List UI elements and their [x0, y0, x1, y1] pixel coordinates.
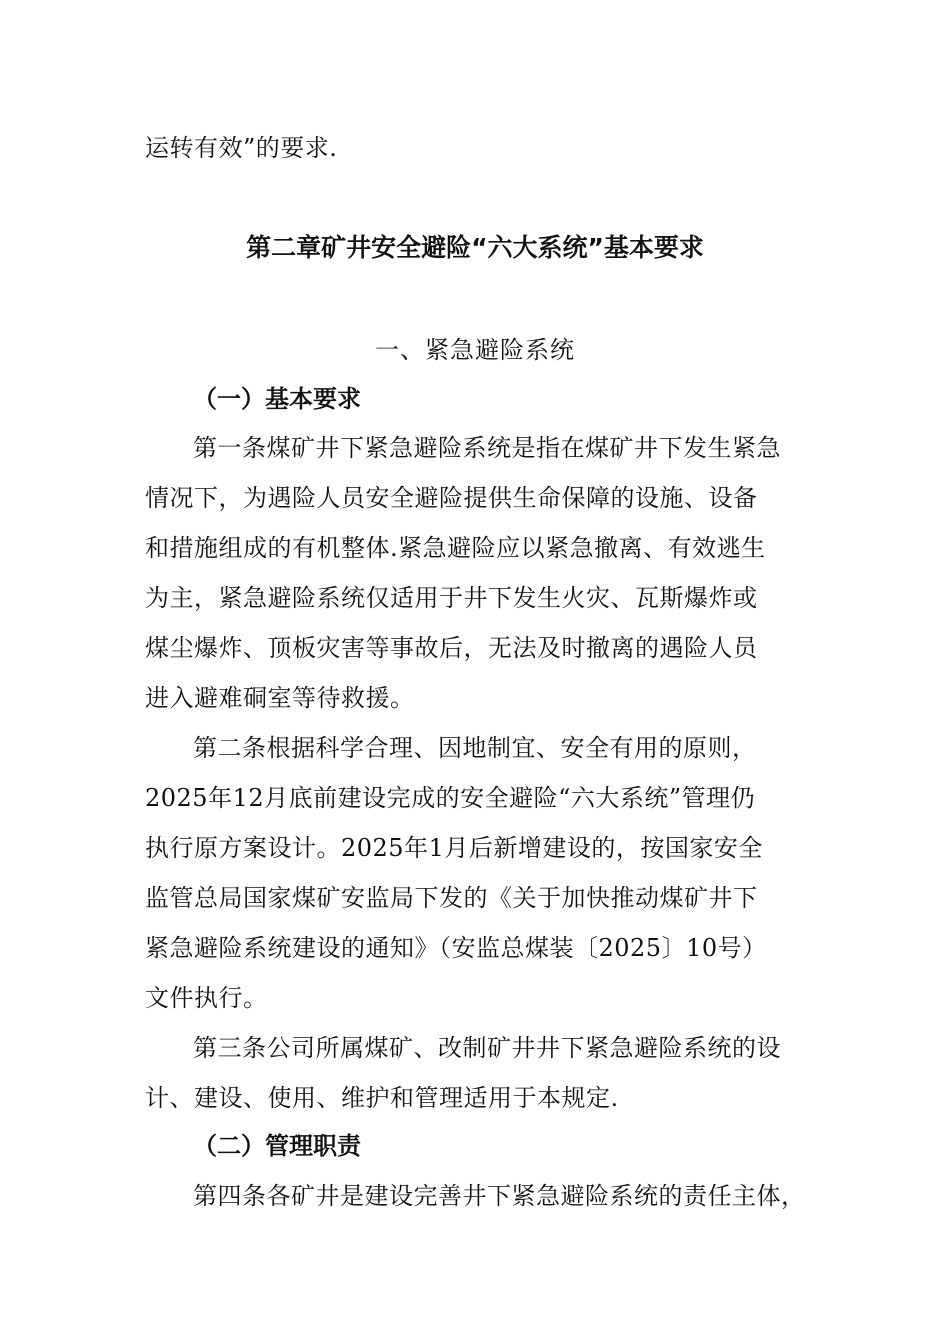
article-1-line: 进入避难硐室等待救援。	[145, 684, 415, 712]
subsection-heading-basic-requirements: （一）基本要求	[193, 385, 361, 413]
article-2-line: 紧急避险系统建设的通知》（安监总煤装〔2025〕10号）	[145, 934, 767, 962]
article-2-line: 第二条根据科学合理、因地制宜、安全有用的原则，	[193, 734, 757, 762]
article-1-line: 第一条煤矿井下紧急避险系统是指在煤矿井下发生紧急	[193, 434, 781, 462]
article-1-line: 和措施组成的有机整体.紧急避险应以紧急撤离、有效逃生	[145, 534, 766, 562]
continuation-text: 运转有效”的要求.	[145, 134, 338, 162]
section-title: 一、紧急避险系统	[375, 336, 575, 364]
article-1-line: 情况下，为遇险人员安全避险提供生命保障的设施、设备	[145, 484, 758, 512]
article-3-line: 计、建设、使用、维护和管理适用于本规定.	[145, 1084, 619, 1112]
chapter-title: 第二章矿井安全避险“六大系统”基本要求	[246, 233, 704, 262]
article-3-line: 第三条公司所属煤矿、改制矿井井下紧急避险系统的设	[193, 1034, 781, 1062]
article-1-line: 煤尘爆炸、顶板灾害等事故后，无法及时撤离的遇险人员	[145, 634, 758, 662]
article-4-line: 第四条各矿井是建设完善井下紧急避险系统的责任主体，	[193, 1182, 806, 1210]
article-2-line: 2025年12月底前建设完成的安全避险“六大系统”管理仍	[145, 784, 756, 812]
article-1-line: 为主，紧急避险系统仅适用于井下发生火灾、瓦斯爆炸或	[145, 584, 758, 612]
article-2-line: 监管总局国家煤矿安监局下发的《关于加快推动煤矿井下	[145, 884, 758, 912]
article-2-line: 执行原方案设计。2025年1月后新增建设的，按国家安全	[145, 834, 763, 862]
article-2-line: 文件执行。	[145, 984, 268, 1012]
subsection-heading-management-duties: （二）管理职责	[193, 1132, 361, 1160]
